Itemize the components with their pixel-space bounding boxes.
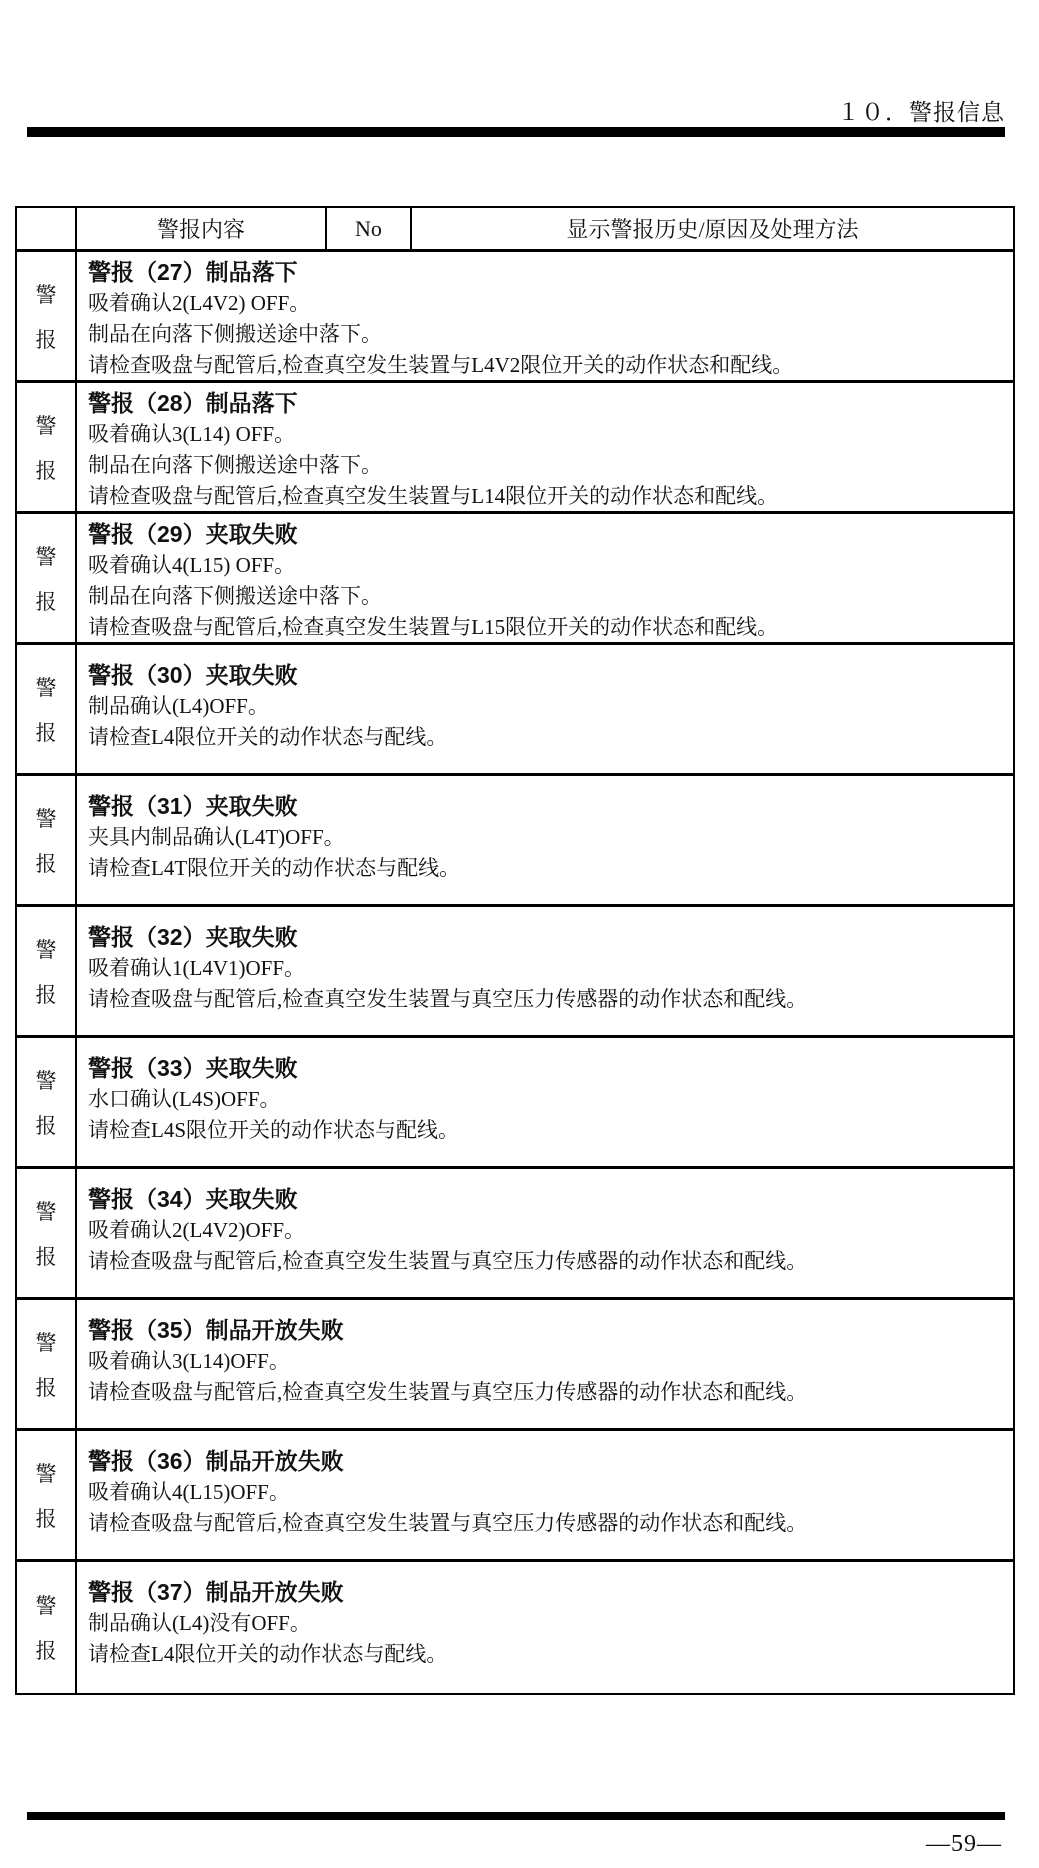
footer-rule <box>27 1812 1005 1820</box>
alarm-line: 制品确认(L4)没有OFF。 <box>88 1611 311 1635</box>
alarm-title: 警报（31）夹取失败 <box>88 793 298 819</box>
row-label-alarm <box>17 514 77 642</box>
table-row <box>17 1038 1013 1169</box>
alarm-title: 警报（32）夹取失败 <box>88 924 298 950</box>
table-header-row <box>17 208 1013 252</box>
header-cell-alarm-content: 警报内容 <box>77 208 327 249</box>
row-label-alarm <box>17 1038 77 1166</box>
table-row <box>17 907 1013 1038</box>
row-label-alarm <box>17 1562 77 1693</box>
alarm-title: 警报（33）夹取失败 <box>88 1055 298 1081</box>
alarm-line: 请检查吸盘与配管后,检查真空发生装置与真空压力传感器的动作状态和配线。 <box>88 987 808 1011</box>
table-row <box>17 1169 1013 1300</box>
alarm-line: 请检查L4限位开关的动作状态与配线。 <box>88 1642 448 1666</box>
table-row <box>17 776 1013 907</box>
alarm-line: 请检查吸盘与配管后,检查真空发生装置与L15限位开关的动作状态和配线。 <box>88 615 779 639</box>
header-cell-no: No <box>327 208 412 249</box>
alarm-line: 水口确认(L4S)OFF。 <box>88 1087 281 1111</box>
alarm-table <box>15 206 1015 1695</box>
alarm-content <box>77 776 1013 904</box>
row-label-char-1: 警 <box>35 1594 57 1618</box>
alarm-line: 制品在向落下侧搬送途中落下。 <box>88 584 382 608</box>
row-label-char-2: 报 <box>35 458 57 483</box>
table-row <box>17 1300 1013 1431</box>
row-label-alarm <box>17 907 77 1035</box>
alarm-content <box>77 383 1013 511</box>
alarm-content <box>77 907 1013 1035</box>
alarm-title: 警报（30）夹取失败 <box>88 662 298 688</box>
alarm-title: 警报（35）制品开放失败 <box>88 1317 344 1343</box>
table-row <box>17 383 1013 514</box>
alarm-line: 吸着确认4(L15) OFF。 <box>88 553 296 577</box>
table-row <box>17 1431 1013 1562</box>
row-label-alarm <box>17 1300 77 1428</box>
alarm-title: 警报（27）制品落下 <box>88 259 298 285</box>
alarm-line: 请检查吸盘与配管后,检查真空发生装置与真空压力传感器的动作状态和配线。 <box>88 1511 808 1535</box>
row-label-char-1: 警 <box>35 544 57 569</box>
alarm-line: 吸着确认4(L15)OFF。 <box>88 1480 290 1504</box>
alarm-content <box>77 645 1013 773</box>
row-label-char-2: 报 <box>35 1375 57 1400</box>
alarm-title: 警报（29）夹取失败 <box>88 521 298 547</box>
alarm-line: 夹具内制品确认(L4T)OFF。 <box>88 825 345 849</box>
page-number: —59— <box>926 1831 1002 1857</box>
alarm-line: 吸着确认3(L14)OFF。 <box>88 1349 290 1373</box>
row-label-alarm <box>17 1431 77 1559</box>
row-label-char-1: 警 <box>35 937 57 962</box>
header-cell-empty <box>17 208 77 249</box>
row-label-char-1: 警 <box>35 1199 57 1224</box>
table-row <box>17 1562 1013 1693</box>
row-label-char-2: 报 <box>35 851 57 876</box>
alarm-line: 吸着确认1(L4V1)OFF。 <box>88 956 306 980</box>
row-label-alarm <box>17 252 77 380</box>
table-row <box>17 645 1013 776</box>
table-body <box>17 252 1013 1693</box>
alarm-content <box>77 252 1013 380</box>
row-label-char-2: 报 <box>35 1506 57 1531</box>
alarm-line: 请检查L4限位开关的动作状态与配线。 <box>88 725 448 749</box>
row-label-char-1: 警 <box>35 1068 57 1093</box>
row-label-char-2: 报 <box>35 327 57 352</box>
row-label-char-2: 报 <box>35 1639 57 1663</box>
alarm-line: 吸着确认2(L4V2) OFF。 <box>88 291 311 315</box>
alarm-line: 请检查吸盘与配管后,检查真空发生装置与真空压力传感器的动作状态和配线。 <box>88 1380 808 1404</box>
alarm-line: 请检查吸盘与配管后,检查真空发生装置与L4V2限位开关的动作状态和配线。 <box>88 353 794 377</box>
row-label-char-2: 报 <box>35 720 57 745</box>
alarm-line: 制品在向落下侧搬送途中落下。 <box>88 322 382 346</box>
row-label-char-1: 警 <box>35 675 57 700</box>
alarm-line: 制品确认(L4)OFF。 <box>88 694 269 718</box>
alarm-line: 吸着确认3(L14) OFF。 <box>88 422 296 446</box>
alarm-title: 警报（37）制品开放失败 <box>88 1579 344 1605</box>
header-cell-description: 显示警报历史/原因及处理方法 <box>566 217 859 242</box>
alarm-line: 请检查吸盘与配管后,检查真空发生装置与L14限位开关的动作状态和配线。 <box>88 484 779 508</box>
table-row <box>17 514 1013 645</box>
row-label-char-2: 报 <box>35 1113 57 1138</box>
alarm-title: 警报（34）夹取失败 <box>88 1186 298 1212</box>
alarm-content <box>77 1038 1013 1166</box>
row-label-alarm <box>17 383 77 511</box>
alarm-line: 制品在向落下侧搬送途中落下。 <box>88 453 382 477</box>
row-label-char-1: 警 <box>35 1461 57 1486</box>
row-label-alarm <box>17 1169 77 1297</box>
row-label-char-1: 警 <box>35 413 57 438</box>
row-label-char-2: 报 <box>35 1244 57 1269</box>
alarm-content <box>77 1169 1013 1297</box>
header-rule <box>27 127 1005 137</box>
alarm-line: 请检查L4S限位开关的动作状态与配线。 <box>88 1118 460 1142</box>
alarm-title: 警报（28）制品落下 <box>88 390 298 416</box>
alarm-title: 警报（36）制品开放失败 <box>88 1448 344 1474</box>
alarm-line: 吸着确认2(L4V2)OFF。 <box>88 1218 306 1242</box>
alarm-content <box>77 1562 1013 1693</box>
alarm-content <box>77 514 1013 642</box>
alarm-content <box>77 1431 1013 1559</box>
row-label-char-1: 警 <box>35 1330 57 1355</box>
row-label-alarm <box>17 645 77 773</box>
alarm-line: 请检查L4T限位开关的动作状态与配线。 <box>88 856 461 880</box>
alarm-content <box>77 1300 1013 1428</box>
section-header: １０．警报信息 <box>837 100 1005 125</box>
alarm-line: 请检查吸盘与配管后,检查真空发生装置与真空压力传感器的动作状态和配线。 <box>88 1249 808 1273</box>
row-label-char-1: 警 <box>35 806 57 831</box>
row-label-char-2: 报 <box>35 982 57 1007</box>
row-label-alarm <box>17 776 77 904</box>
table-row <box>17 252 1013 383</box>
row-label-char-2: 报 <box>35 589 57 614</box>
row-label-char-1: 警 <box>35 282 57 307</box>
